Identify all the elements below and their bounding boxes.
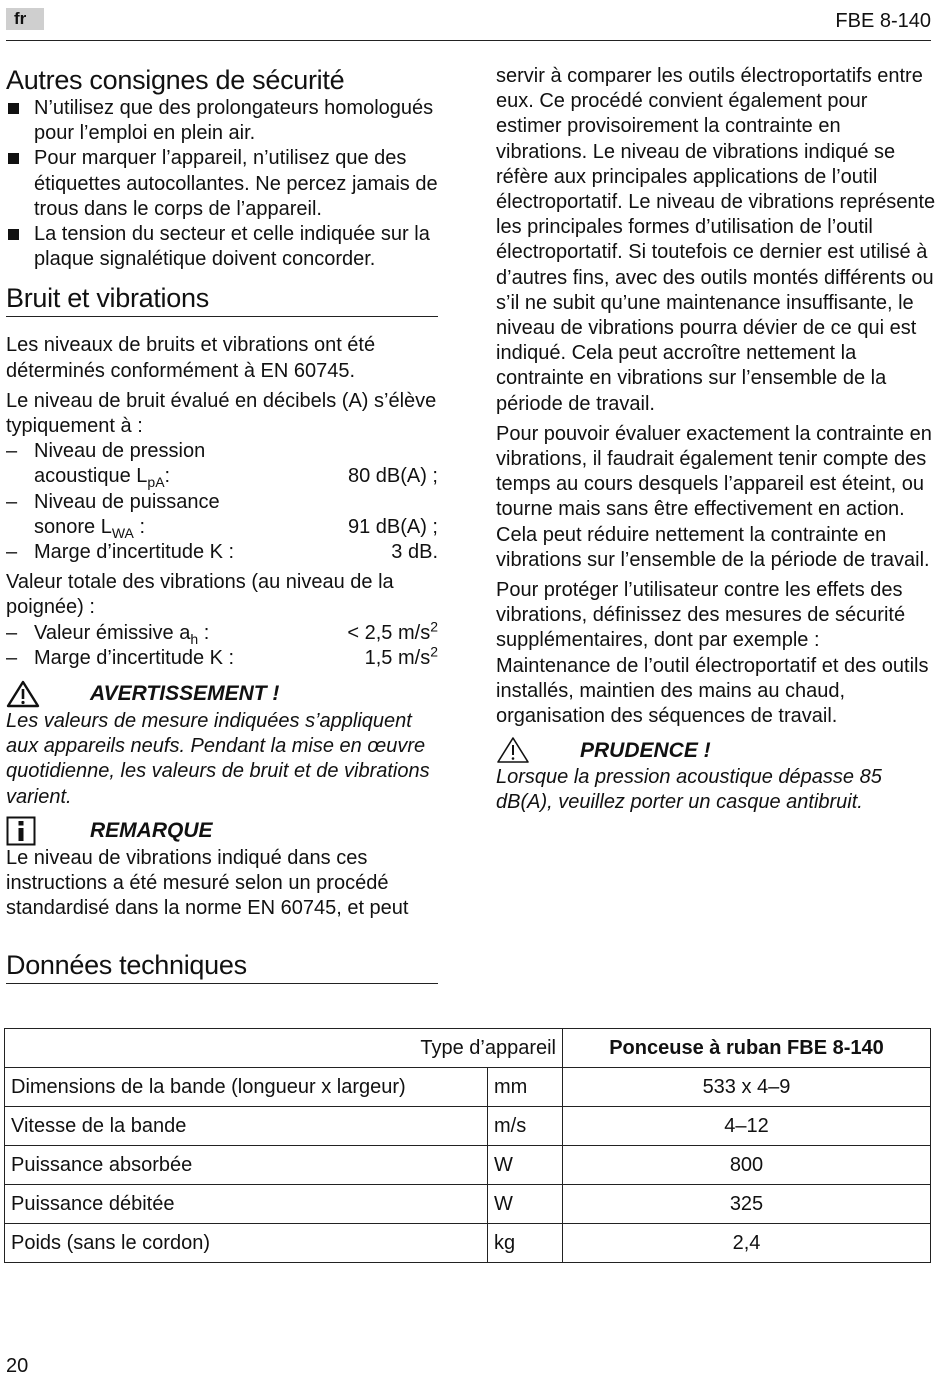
spec-label: Vitesse de la bande — [5, 1107, 488, 1146]
dash-marker: – — [6, 646, 18, 669]
info-icon — [6, 817, 40, 845]
caution-triangle-icon — [496, 736, 530, 764]
page-number: 20 — [6, 1355, 29, 1377]
spec-label: Puissance débitée — [5, 1185, 488, 1224]
left-column — [6, 64, 438, 921]
spec-unit: W — [488, 1185, 563, 1224]
warning-triangle-icon — [6, 680, 40, 708]
power-label-line2: sonore $L_{WA}$ : — [34, 515, 146, 541]
noise-uncertainty-label: Marge d’incertitude K : — [34, 541, 235, 564]
vibration-uncertainty-label: Marge d’incertitude K : — [34, 646, 235, 669]
caution-title: PRUDENCE ! — [580, 738, 711, 762]
table-row — [5, 1185, 931, 1224]
spec-unit: W — [488, 1146, 563, 1185]
spec-unit: m/s — [488, 1107, 563, 1146]
type-value-cell: Ponceuse à ruban FBE 8-140 — [563, 1029, 931, 1068]
power-value: 91 dB(A) ; — [347, 515, 438, 538]
dash-marker: – — [6, 490, 18, 513]
remark-title: REMARQUE — [90, 819, 213, 843]
safety-item: La tension du secteur et celle indiquée sur la plaque signalétique doivent concorder. — [6, 222, 438, 272]
right-column — [496, 64, 936, 816]
header-rule — [6, 40, 931, 41]
dash-marker: – — [6, 621, 18, 644]
tech-data-title: Données techniques — [6, 949, 438, 984]
spec-unit: kg — [488, 1224, 563, 1263]
spec-label: Poids (sans le cordon) — [5, 1224, 488, 1263]
table-row — [5, 1107, 931, 1146]
vibration-paragraph-3: Pour protéger l’utilisateur contre les effets des vibrations, définissez des mesures de sécurité supplémentaires, dont par exemple : Maintenance de l’outil électroportatif et des outils installés, maintien des mains au chaud, organisation des séquences de travail. — [496, 579, 929, 728]
table-row — [5, 1068, 931, 1107]
warning-text: Les valeurs de mesure indiquées s’appliquent aux appareils neufs. Pendant la mise en œuvre quotidienne, les valeurs de bruit et de vibrations varient. — [6, 710, 430, 808]
spec-value: 2,4 — [563, 1224, 931, 1263]
model-name: FBE 8-140 — [835, 10, 931, 32]
noise-uncertainty-item — [6, 540, 438, 565]
emissive-label: Valeur émissive $a_h$ : — [34, 621, 210, 647]
vibration-uncertainty-item — [6, 643, 438, 671]
spec-value: 325 — [563, 1185, 931, 1224]
tech-data-table — [4, 1028, 931, 1263]
warning-heading — [6, 679, 438, 709]
noise-level-intro: Le niveau de bruit évalué en décibels (A) s’élève typiquement à : — [6, 389, 437, 438]
table-row — [5, 1146, 931, 1185]
power-level-item — [6, 490, 438, 540]
spec-unit: mm — [488, 1068, 563, 1107]
type-label-cell: Type d’appareil — [5, 1029, 563, 1068]
noise-intro: Les niveaux de bruits et vibrations ont été déterminés conformément à EN 60745. — [6, 334, 376, 382]
spec-label: Dimensions de la bande (longueur x largeur) — [5, 1068, 488, 1107]
remark-text: Le niveau de vibrations indiqué dans ces instructions a été mesuré selon un procédé standardisé dans la norme EN 60745, et peut — [6, 846, 409, 920]
warning-title: AVERTISSEMENT ! — [90, 682, 280, 706]
spec-value: 533 x 4–9 — [563, 1068, 931, 1107]
vibration-intro: Valeur totale des vibrations (au niveau de la poignée) : — [6, 571, 394, 619]
vibration-uncertainty-value: 1,5 $m/s^2$ — [364, 643, 438, 669]
table-header-row — [5, 1029, 931, 1068]
emissive-value: < 2,5 $m/s^2$ — [347, 618, 438, 644]
language-badge: fr — [6, 8, 44, 30]
safety-item: N’utilisez que des prolongateurs homologués pour l’emploi en plein air. — [6, 96, 438, 146]
noise-title: Bruit et vibrations — [6, 282, 438, 317]
remark-heading — [6, 816, 438, 846]
safety-item: Pour marquer l’appareil, n’utilisez que des étiquettes autocollantes. Ne percez jamais de trous dans le corps de l’appareil. — [6, 146, 438, 222]
power-label-line1: Niveau de puissance — [34, 490, 220, 513]
caution-text: Lorsque la pression acoustique dépasse 85 dB(A), veuillez porter un casque antibruit. — [496, 766, 882, 814]
spec-value: 800 — [563, 1146, 931, 1185]
pressure-value: 80 dB(A) ; — [347, 465, 438, 488]
table-row — [5, 1224, 931, 1263]
dash-marker: – — [6, 440, 18, 463]
safety-title: Autres consignes de sécurité — [6, 65, 345, 95]
pressure-label-line1: Niveau de pression — [34, 440, 206, 463]
caution-heading — [496, 735, 936, 765]
vibration-paragraph-2: Pour pouvoir évaluer exactement la contrainte en vibrations, il faudrait également tenir compte des temps au cours desquels l’appareil est éteint, ou tourne mais sans être effectivement en action. Cela peut réduire nettement la contrainte en vibrations sur l’ensemble de la période de travail. — [496, 422, 932, 571]
dash-marker: – — [6, 541, 18, 564]
emissive-value-item — [6, 618, 438, 647]
spec-label: Puissance absorbée — [5, 1146, 488, 1185]
noise-uncertainty-value: 3 dB. — [391, 541, 438, 564]
spec-value: 4–12 — [563, 1107, 931, 1146]
vibration-paragraph-1: servir à comparer les outils électroportatifs entre eux. Ce procédé convient également pour estimer provisoirement la contrainte en vibrations. Le niveau de vibrations indiqué se réfère aux principales applications de l’outil électroportatif. Le niveau de vibrations représente les principales formes d’utilisation de l’outil électroportatif. Si toutefois ce dernier est utilisé à d’autres fins, avec des outils montés différents ou s’il ne subit qu’une maintenance insuffisante, le niveau de vibrations pourra dévier de ce qui est indiqué. Cela peut accroître nettement la contrainte en vibrations sur l’ensemble de la période de travail. — [496, 65, 936, 415]
pressure-level-item — [6, 439, 438, 489]
pressure-label-line2: acoustique $L_{pA}$: — [34, 465, 171, 491]
